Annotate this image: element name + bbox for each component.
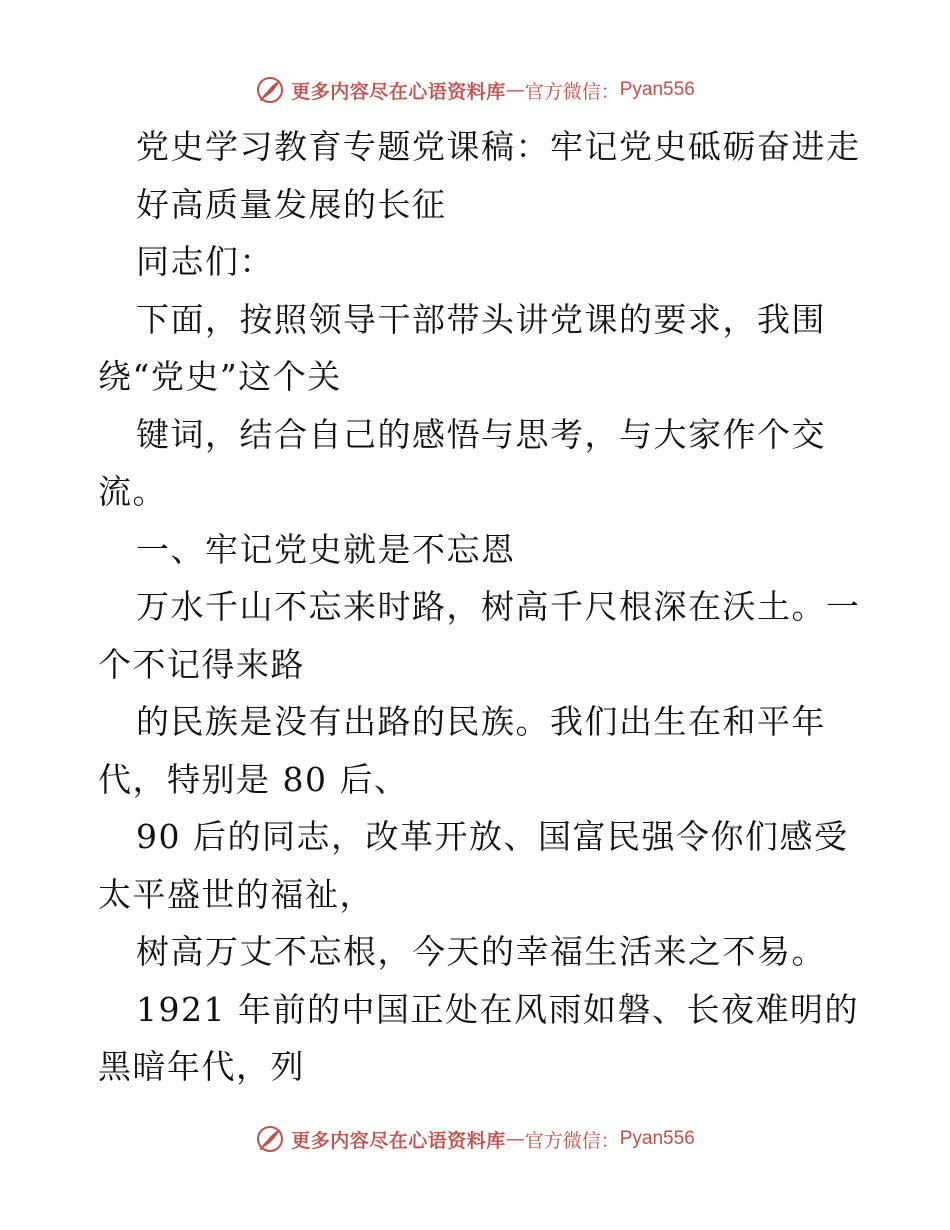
watermark-lead-text: 更多内容尽在心语资料库 bbox=[291, 80, 506, 103]
watermark-channel-text: 官方微信： bbox=[524, 1129, 620, 1152]
paragraph-line: 黑暗年代，列 bbox=[98, 1047, 305, 1086]
paragraph-line: 1921 年前的中国正处在风雨如磐、长夜难明的 bbox=[136, 989, 859, 1029]
paragraph-line: 90 后的同志，改革开放、国富民强令你们感受 bbox=[136, 817, 849, 856]
paragraph-line: 绕“党史”这个关 bbox=[98, 357, 342, 396]
document-title-line-1: 党史学习教育专题党课稿：牢记党史砥砺奋进走 bbox=[136, 127, 861, 166]
watermark-lead-text: 更多内容尽在心语资料库 bbox=[291, 1129, 506, 1152]
watermark-channel-text: 官方微信： bbox=[524, 80, 620, 103]
header-watermark bbox=[0, 72, 950, 108]
paragraph-line: 个不记得来路 bbox=[98, 644, 305, 684]
watermark-handle: Pyan556 bbox=[619, 79, 695, 100]
paragraph-line: 太平盛世的福祉， bbox=[98, 874, 374, 914]
paragraph-line: 代，特别是 80 后、 bbox=[98, 759, 409, 799]
paragraph-line: 下面，按照领导干部带头讲党课的要求，我围 bbox=[136, 299, 826, 339]
paragraph-line: 键词，结合自己的感悟与思考，与大家作个交 bbox=[136, 414, 826, 454]
salutation: 同志们： bbox=[136, 242, 274, 281]
document-body bbox=[98, 118, 861, 1096]
paragraph-line: 树高万丈不忘根，今天的幸福生活来之不易。 bbox=[136, 932, 826, 971]
feather-pen-logo-icon bbox=[255, 75, 285, 105]
paragraph-line: 流。 bbox=[98, 472, 167, 511]
footer-watermark bbox=[0, 1121, 950, 1157]
feather-pen-logo-icon bbox=[255, 1124, 285, 1154]
watermark-dash: — bbox=[505, 1128, 525, 1150]
paragraph-line: 万水千山不忘来时路，树高千尺根深在沃土。一 bbox=[136, 587, 861, 626]
paragraph-line: 的民族是没有出路的民族。我们出生在和平年 bbox=[136, 702, 826, 741]
watermark-handle: Pyan556 bbox=[619, 1128, 695, 1149]
section-heading: 一、牢记党史就是不忘恩 bbox=[136, 529, 516, 569]
watermark-dash: — bbox=[505, 79, 525, 101]
document-title-line-2: 好高质量发展的长征 bbox=[136, 184, 447, 224]
